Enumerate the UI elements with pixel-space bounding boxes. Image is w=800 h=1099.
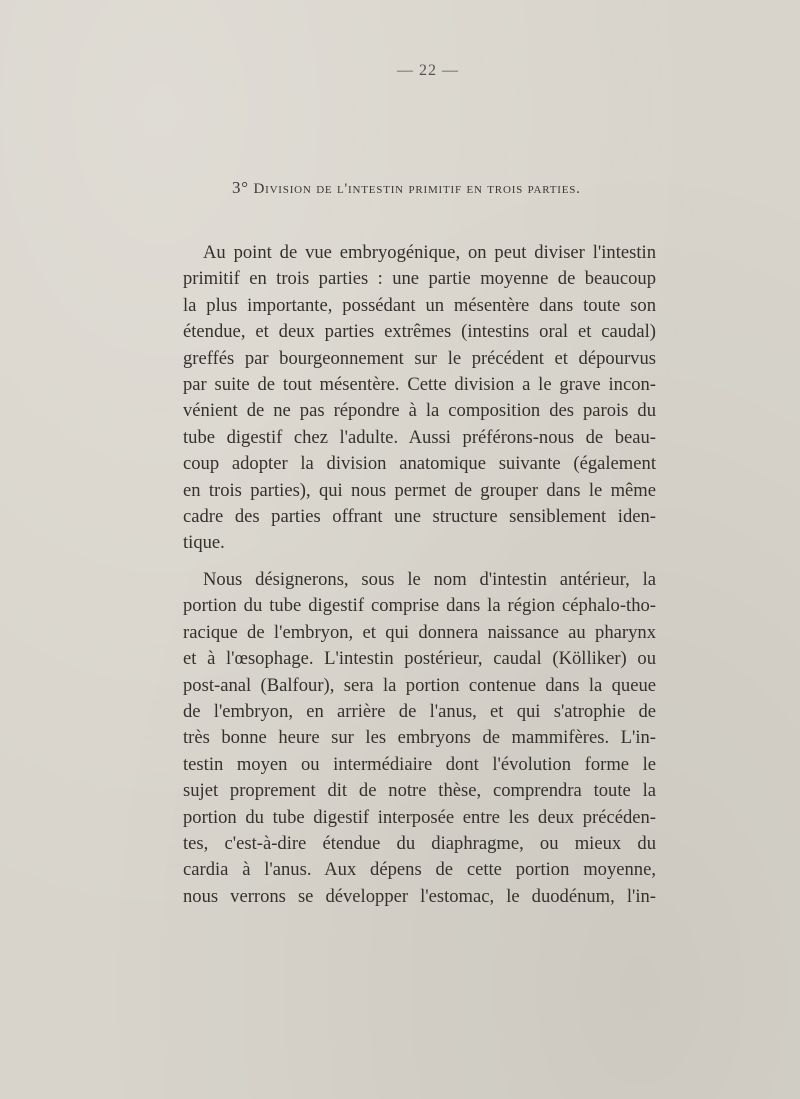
page-number: — 22 — — [397, 62, 459, 79]
paragraph-2 — [183, 567, 656, 910]
section-number: 3° — [232, 178, 249, 197]
text-line: testin moyen ou intermédiaire dont l'évolution forme le — [183, 753, 656, 775]
section-title: Division de l'intestin primitif en trois parties. — [253, 181, 581, 197]
text-line: cadre des parties offrant une structure sensiblement iden- — [183, 506, 656, 528]
text-line: coup adopter la division anatomique suivante (également — [183, 453, 656, 475]
text-line: et à l'œsophage. L'intestin postérieur, caudal (Kölliker) ou — [183, 648, 656, 670]
text-line: très bonne heure sur les embryons de mammifères. L'in- — [183, 727, 656, 749]
text-line: primitif en trois parties : une partie moyenne de beaucoup — [183, 268, 656, 290]
text-line: la plus importante, possédant un mésentère dans toute son — [183, 294, 656, 316]
text-line: Au point de vue embryogénique, on peut diviser l'intestin — [203, 242, 656, 263]
text-line: Nous désignerons, sous le nom d'intestin antérieur, la — [203, 568, 656, 590]
text-line: nous verrons se développer l'estomac, le duodénum, l'in- — [183, 885, 656, 907]
text-line: vénient de ne pas répondre à la composition des parois du — [183, 400, 656, 422]
text-line: tube digestif chez l'adulte. Aussi préférons-nous de beau- — [183, 426, 656, 448]
body-text — [183, 240, 656, 910]
text-line: sujet proprement dit de notre thèse, comprendra toute la — [183, 780, 656, 802]
text-line: par suite de tout mésentère. Cette division a le grave incon- — [183, 374, 656, 396]
text-line: post-anal (Balfour), sera la portion contenue dans la queue — [183, 674, 656, 696]
section-heading — [232, 178, 652, 198]
text-line: portion du tube digestif interposée entre les deux précéden- — [183, 806, 656, 828]
text-line: greffés par bourgeonnement sur le précédent et dépourvus — [183, 347, 656, 369]
text-line: cardia à l'anus. Aux dépens de cette portion moyenne, — [183, 859, 656, 881]
text-line: racique de l'embryon, et qui donnera naissance au pharynx — [183, 621, 656, 643]
text-line: étendue, et deux parties extrêmes (intestins oral et caudal) — [183, 321, 656, 343]
paragraph-gap — [183, 557, 656, 567]
text-line: tique. — [183, 532, 225, 554]
text-line: en trois parties), qui nous permet de grouper dans le même — [183, 479, 656, 501]
text-line: tes, c'est-à-dire étendue du diaphragme, ou mieux du — [183, 832, 656, 854]
text-line: portion du tube digestif comprise dans la région céphalo-tho- — [183, 595, 656, 617]
paragraph-1 — [183, 240, 656, 557]
text-line: de l'embryon, en arrière de l'anus, et qui s'atrophie de — [183, 700, 656, 722]
